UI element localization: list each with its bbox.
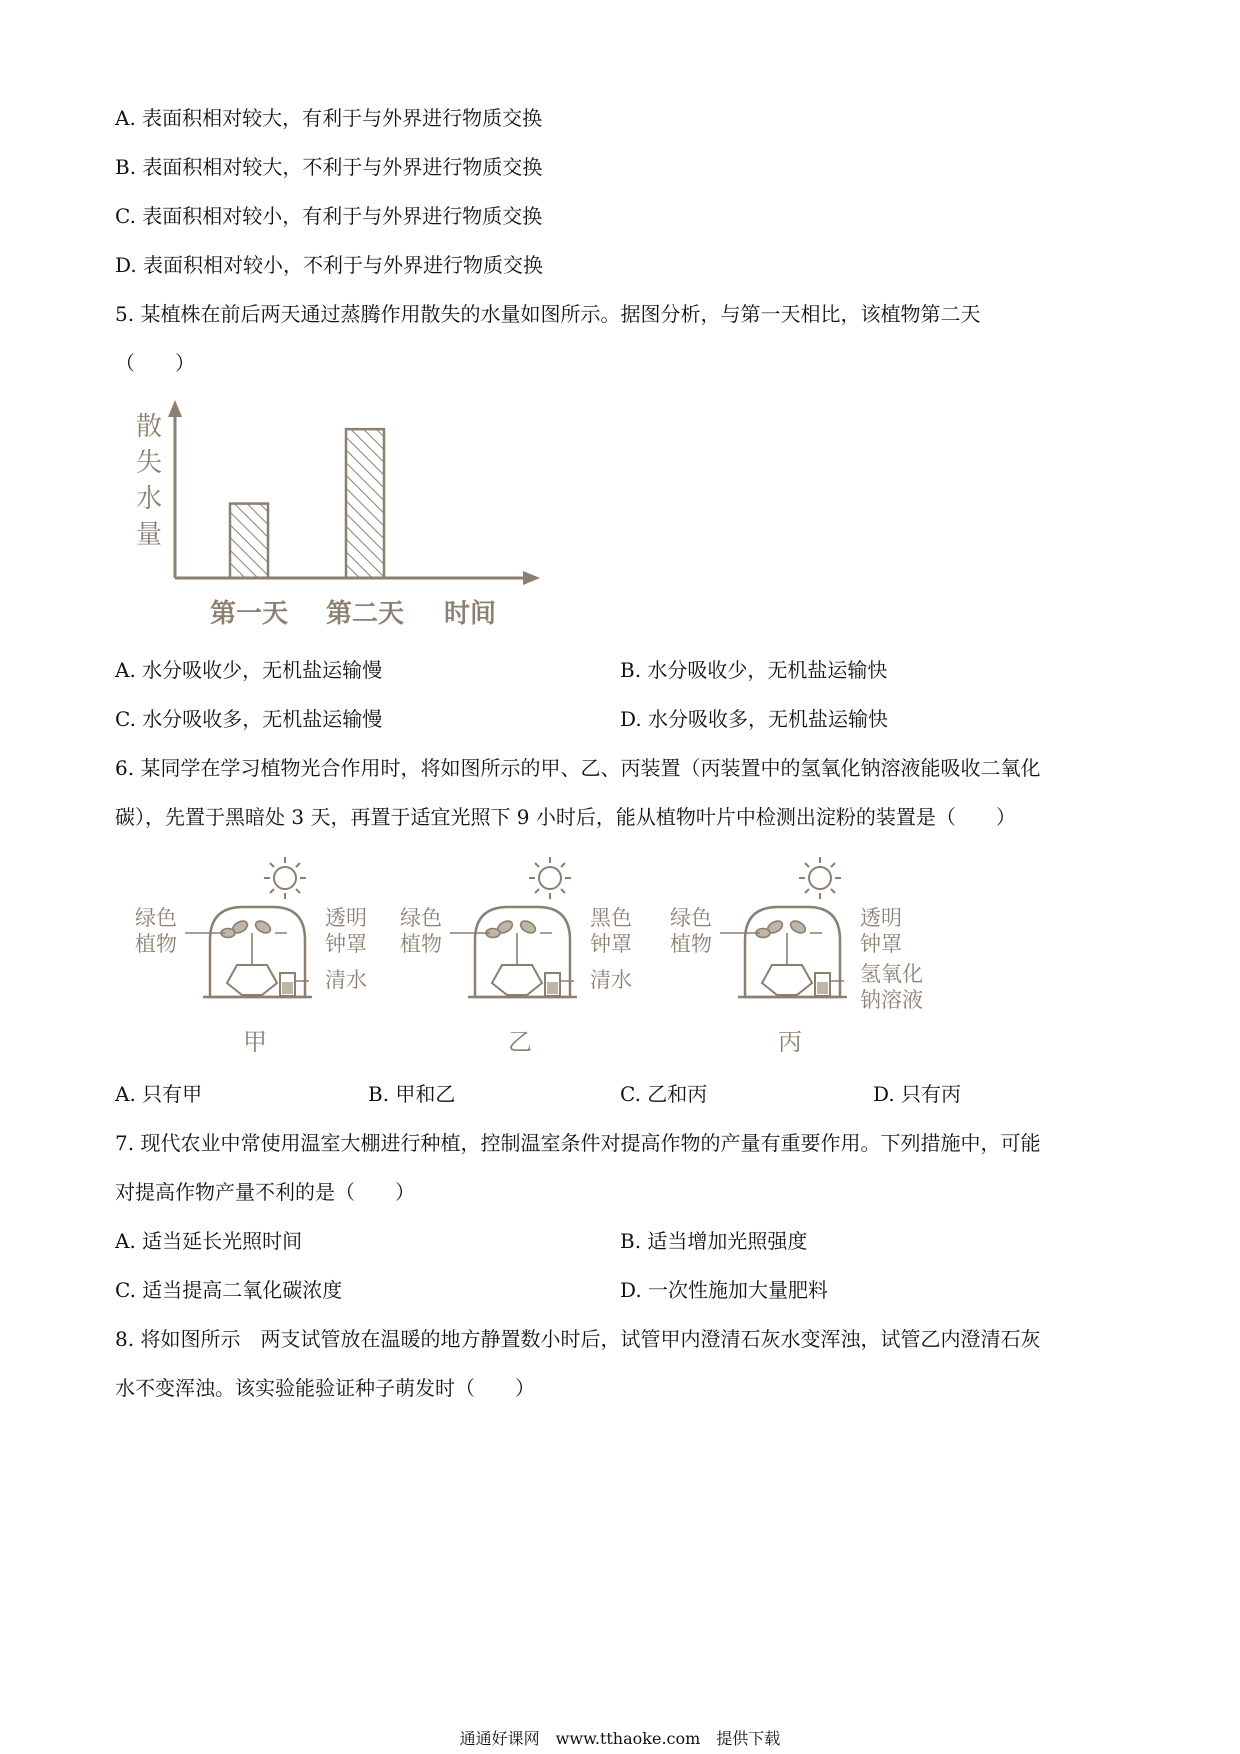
q4-option-b: B. 表面积相对较大，不利于与外界进行物质交换: [115, 155, 543, 179]
label-plant: 植物: [670, 932, 712, 956]
q8-stem-line1: 8. 将如图所示 两支试管放在温暖的地方静置数小时后，试管甲内澄清石灰水变浑浊，试管乙内澄清石灰: [115, 1327, 1041, 1351]
y-label-char-2: 失: [135, 448, 163, 478]
y-label-char-4: 量: [135, 520, 163, 550]
q5-option-d: D. 水分吸收多，无机盐运输快: [620, 707, 889, 731]
plant-icon: [486, 919, 537, 965]
q8-stem-line2: 水不变浑浊。该实验能验证种子萌发时（ ）: [115, 1376, 535, 1400]
q7-stem-line1: 7. 现代农业中常使用温室大棚进行种植，控制温室条件对提高作物的产量有重要作用。下列措施中，可能: [115, 1131, 1041, 1155]
q7-option-d: D. 一次性施加大量肥料: [620, 1278, 829, 1302]
label-green: 绿色: [670, 906, 712, 930]
apparatus-bing: [670, 857, 923, 1056]
apparatus-yi: [400, 857, 632, 1056]
plant-icon: [221, 919, 272, 965]
sun-icon: [529, 857, 571, 899]
label-green: 绿色: [135, 906, 177, 930]
x-axis-label: 时间: [443, 599, 497, 629]
y-axis-arrow: [168, 400, 182, 417]
q4-option-c: C. 表面积相对较小，有利于与外界进行物质交换: [115, 204, 543, 228]
q7-stem-line2: 对提高作物产量不利的是（ ）: [115, 1180, 415, 1204]
label-plant: 植物: [135, 932, 177, 956]
x-tick-day1: 第一天: [209, 599, 289, 629]
q6-apparatus-figure: [125, 855, 975, 1069]
q5-option-c: C. 水分吸收多，无机盐运输慢: [115, 707, 383, 731]
label-jar-type: 透明: [325, 906, 367, 930]
q5-bar-chart: [125, 395, 565, 644]
label-green: 绿色: [400, 906, 442, 930]
x-tick-day2: 第二天: [325, 599, 405, 629]
q7-option-a: A. 适当延长光照时间: [115, 1229, 303, 1253]
label-liquid-2: 钠溶液: [860, 988, 923, 1012]
label-jar: 钟罩: [590, 932, 632, 956]
y-label-char-1: 散: [135, 412, 163, 442]
q5-stem-line2: （ ）: [115, 351, 195, 375]
bar-1: [230, 504, 268, 578]
q6-option-d: D. 只有丙: [873, 1082, 962, 1106]
label-jar-type: 透明: [860, 906, 902, 930]
q4-option-d: D. 表面积相对较小，不利于与外界进行物质交换: [115, 253, 544, 277]
x-axis-arrow: [523, 571, 540, 585]
sun-icon: [264, 857, 306, 899]
plant-icon: [756, 919, 807, 965]
sun-icon: [799, 857, 841, 899]
flask: [227, 965, 277, 995]
q7-option-c: C. 适当提高二氧化碳浓度: [115, 1278, 343, 1302]
q6-stem-line1: 6. 某同学在学习植物光合作用时，将如图所示的甲、乙、丙装置（丙装置中的氢氧化钠溶液能吸收二氧化: [115, 756, 1041, 780]
apparatus-jia: [135, 857, 367, 1056]
label-name: 丙: [778, 1028, 802, 1056]
q6-stem-line2: 碳），先置于黑暗处 3 天，再置于适宜光照下 9 小时后，能从植物叶片中检测出淀粉的装置是（ ）: [115, 805, 1016, 829]
label-jar: 钟罩: [325, 932, 367, 956]
q6-option-c: C. 乙和丙: [620, 1082, 708, 1106]
label-name: 乙: [508, 1028, 532, 1056]
bar-2: [346, 429, 384, 578]
label-jar: 钟罩: [860, 932, 902, 956]
page-footer: 通通好课网 www.tthaoke.com 提供下载: [459, 1729, 781, 1748]
q5-option-b: B. 水分吸收少，无机盐运输快: [620, 658, 888, 682]
q7-option-b: B. 适当增加光照强度: [620, 1229, 808, 1253]
label-jar-type: 黑色: [590, 906, 632, 930]
q4-option-a: A. 表面积相对较大，有利于与外界进行物质交换: [115, 106, 543, 130]
label-liquid: 清水: [590, 968, 632, 992]
q6-option-b: B. 甲和乙: [368, 1082, 456, 1106]
q5-option-a: A. 水分吸收少，无机盐运输慢: [115, 658, 383, 682]
label-liquid: 清水: [325, 968, 367, 992]
q5-stem-line1: 5. 某植株在前后两天通过蒸腾作用散失的水量如图所示。据图分析，与第一天相比，该植物第二天: [115, 302, 981, 326]
label-liquid: 氢氧化: [860, 962, 923, 986]
q6-option-a: A. 只有甲: [115, 1082, 203, 1106]
label-name: 甲: [243, 1028, 267, 1056]
label-plant: 植物: [400, 932, 442, 956]
y-label-char-3: 水: [135, 484, 163, 514]
flask: [762, 965, 812, 995]
flask: [492, 965, 542, 995]
